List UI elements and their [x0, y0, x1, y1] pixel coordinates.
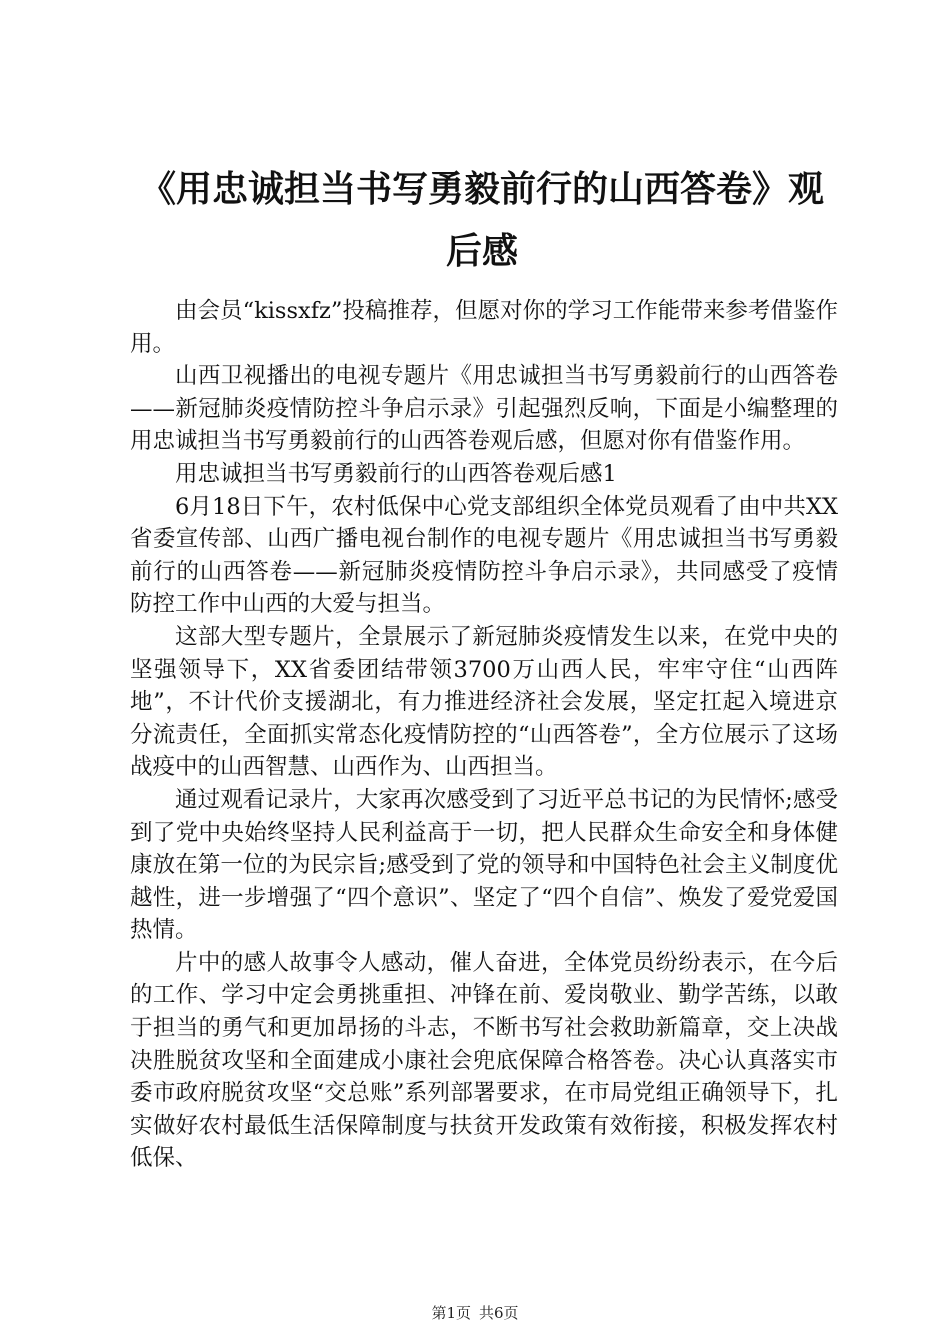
page-number: 第1页 — [431, 1304, 471, 1322]
paragraph: 片中的感人故事令人感动，催人奋进，全体党员纷纷表示，在今后的工作、学习中定会勇挑重担、冲锋在前、爱岗敬业、勤学苦练，以敢于担当的勇气和更加昂扬的斗志，不断书写社会救助新篇章，交上决战决胜脱贫攻坚和全面建成小康社会兜底保障合格答卷。决心认真落实市委市政府脱贫攻坚“交总账”系列部署要求，在市局党组正确领导下，扎实做好农村最低生活保障制度与扶贫开发政策有效衔接，积极发挥农村低保、 — [130, 949, 838, 1172]
paragraph-summary: 山西卫视播出的电视专题片《用忠诚担当书写勇毅前行的山西答卷——新冠肺炎疫情防控斗争启示录》引起强烈反响，下面是小编整理的用忠诚担当书写勇毅前行的山西答卷观后感，但愿对你有借鉴作用。 — [130, 363, 838, 455]
page-total: 共6页 — [479, 1304, 519, 1322]
page-footer — [0, 1303, 950, 1323]
paragraph-intro: 由会员“kissxfz”投稿推荐，但愿对你的学习工作能带来参考借鉴作用。 — [130, 298, 838, 357]
paragraph: 6月18日下午，农村低保中心党支部组织全体党员观看了由中共XX省委宣传部、山西广播电视台制作的电视专题片《用忠诚担当书写勇毅前行的山西答卷——新冠肺炎疫情防控斗争启示录》，共同感受了疫情防控工作中山西的大爱与担当。 — [130, 493, 838, 618]
document-title: 《用忠诚担当书写勇毅前行的山西答卷》观后感 — [139, 168, 824, 272]
paragraph: 通过观看记录片，大家再次感受到了习近平总书记的为民情怀;感受到了党中央始终坚持人民利益高于一切，把人民群众生命安全和身体健康放在第一位的为民宗旨;感受到了党的领导和中国特色社会主义制度优越性，进一步增强了“四个意识”、坚定了“四个自信”、焕发了爱党爱国热情。 — [130, 786, 838, 944]
document-body — [130, 295, 838, 1175]
paragraph: 这部大型专题片，全景展示了新冠肺炎疫情发生以来，在党中央的坚强领导下，XX省委团结带领3700万山西人民，牢牢守住“山西阵地”，不计代价支援湖北，有力推进经济社会发展，坚定扛起入境进京分流责任，全面抓实常态化疫情防控的“山西答卷”，全方位展示了这场战疫中的山西智慧、山西作为、山西担当。 — [130, 623, 838, 781]
section-heading: 用忠诚担当书写勇毅前行的山西答卷观后感1 — [175, 460, 617, 487]
